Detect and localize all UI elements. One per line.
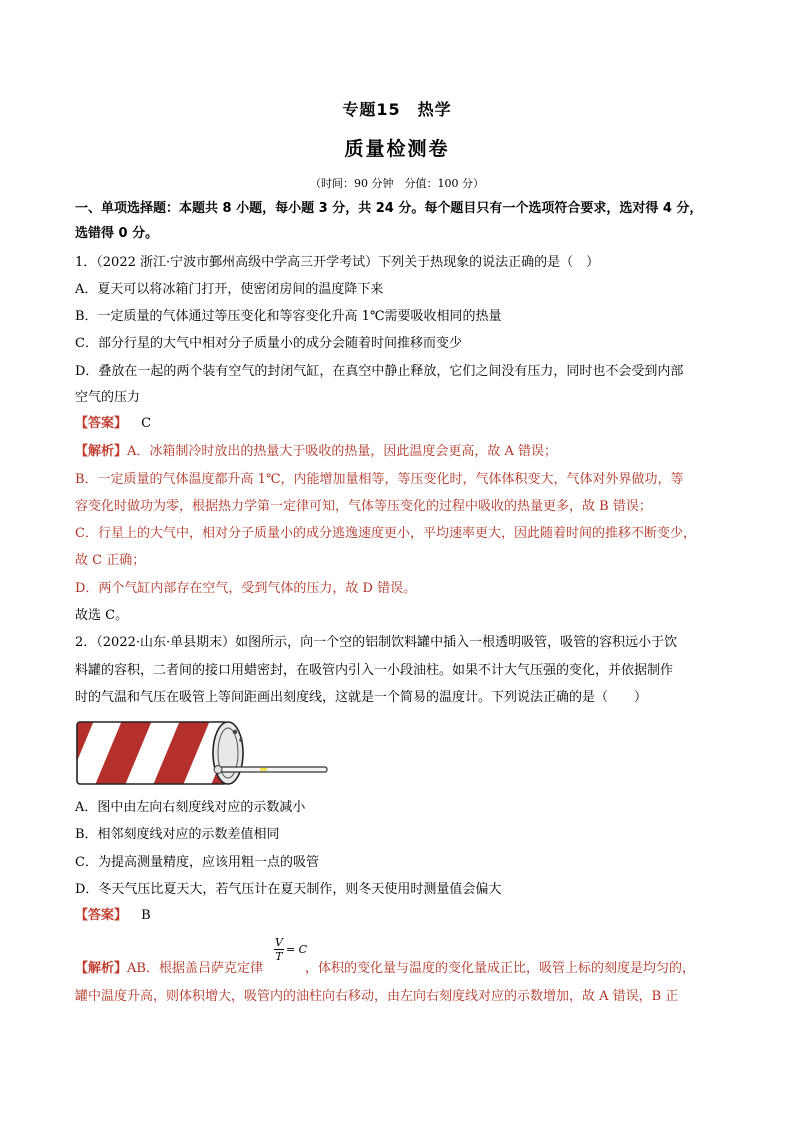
- oil-column: [260, 768, 267, 771]
- q2-option-b: B．相邻刻度线对应的示数差值相同: [75, 827, 280, 842]
- q2-option-a: A．图中由左向右刻度线对应的示数减小: [75, 800, 306, 815]
- q1-option-c: C．部分行星的大气中相对分子质量小的成分会随着时间推移而变少: [75, 336, 462, 351]
- q1-analysis-line-2: B．一定质量的气体温度都升高 1℃，内能增加量相等，等压变化时，气体体积变大，气体对外界做功，等: [75, 472, 684, 487]
- section-heading-line-1: 一、单项选择题：本题共 8 小题，每小题 3 分，共 24 分。每个题目只有一个选项符合要求，选对得 4 分，: [75, 201, 703, 216]
- q1-analysis-line-4: C．行星上的大气中，相对分子质量小的成分逃逸速度更小，平均速率更大，因此随着时间的推移不断变少，: [75, 526, 696, 541]
- q1-option-a: A．夏天可以将冰箱门打开，使密闭房间的温度降下来: [75, 282, 384, 297]
- analysis-rest: ，体积的变化量与温度的变化量成正比，吸管上标的刻度是均匀的，: [304, 961, 695, 976]
- q1-analysis-line-6: D．两个气缸内部存在空气，受到气体的压力，故 D 错误。: [75, 581, 417, 596]
- answer-label: 【答案】: [75, 416, 128, 431]
- formula-rhs: = C: [285, 943, 308, 956]
- page-title: 专题15 热学: [342, 100, 452, 119]
- q1-option-b: B．一定质量的气体通过等压变化和等容变化升高 1℃需要吸收相同的热量: [75, 309, 502, 324]
- q2-stem-line-3: 时的气温和气压在吸管上等间距画出刻度线，这就是一个简易的温度计。下列说法正确的是（ ）: [75, 690, 648, 705]
- straw: [215, 767, 327, 772]
- section-heading-line-2: 选错得 0 分。: [75, 226, 159, 241]
- q2-analysis-line-1: [75, 960, 725, 978]
- q1-analysis-line-1: [75, 443, 725, 461]
- q1-option-d-cont: 空气的压力: [75, 390, 141, 405]
- formula-numerator: V: [275, 936, 283, 949]
- q1-answer: [75, 415, 725, 433]
- gay-lussac-formula: [274, 936, 307, 963]
- q1-conclusion: 故选 C。: [75, 608, 129, 623]
- analysis-text: A．冰箱制冷时放出的热量大于吸收的热量，因此温度会更高，故 A 错误；: [127, 444, 558, 459]
- formula-denominator: T: [275, 950, 283, 963]
- answer-value: C: [141, 416, 152, 431]
- q2-answer: [75, 907, 725, 925]
- analysis-label: 【解析】: [75, 444, 128, 459]
- q2-option-c: C．为提高测量精度，应该用粗一点的吸管: [75, 855, 319, 870]
- page-subtitle: 质量检测卷: [344, 138, 450, 160]
- q2-stem-line-2: 料罐的容积，二者间的接口用蜡密封，在吸管内引入一小段油柱。如果不计大气压强的变化，并依据制作: [75, 663, 674, 678]
- q2-option-d: D．冬天气压比夏天大，若气压计在夏天制作，则冬天使用时测量值会偏大: [75, 882, 502, 897]
- can-thermometer-figure: [75, 718, 335, 790]
- q1-option-d: D．叠放在一起的两个装有空气的封闭气缸，在真空中静止释放，它们之间没有压力，同时也不会受到内部: [75, 364, 684, 379]
- exam-meta: （时间：90 分钟 分值：100 分）: [310, 177, 484, 190]
- analysis-start: AB．根据盖吕萨克定律: [127, 961, 263, 976]
- q1-stem: 1．（2022 浙江·宁波市鄞州高级中学高三开学考试）下列关于热现象的说法正确的是（ ）: [75, 255, 600, 270]
- q1-analysis-line-5: 故 C 正确；: [75, 553, 146, 568]
- q1-analysis-line-3: 容变化时做功为零，根据热力学第一定律可知，气体等压变化的过程中吸收的热量更多，故 B 错误；: [75, 499, 652, 514]
- q2-stem-line-1: 2．（2022·山东·单县期末）如图所示，向一个空的铝制饮料罐中插入一根透明吸管，吸管的容积远小于饮: [75, 635, 678, 650]
- answer-value: B: [141, 908, 151, 923]
- analysis-label: 【解析】: [75, 961, 128, 976]
- q2-analysis-line-2: 罐中温度升高，则体积增大，吸管内的油柱向右移动，由左向右刻度线对应的示数增加，故 A 错误，B 正: [75, 989, 679, 1004]
- answer-label: 【答案】: [75, 908, 128, 923]
